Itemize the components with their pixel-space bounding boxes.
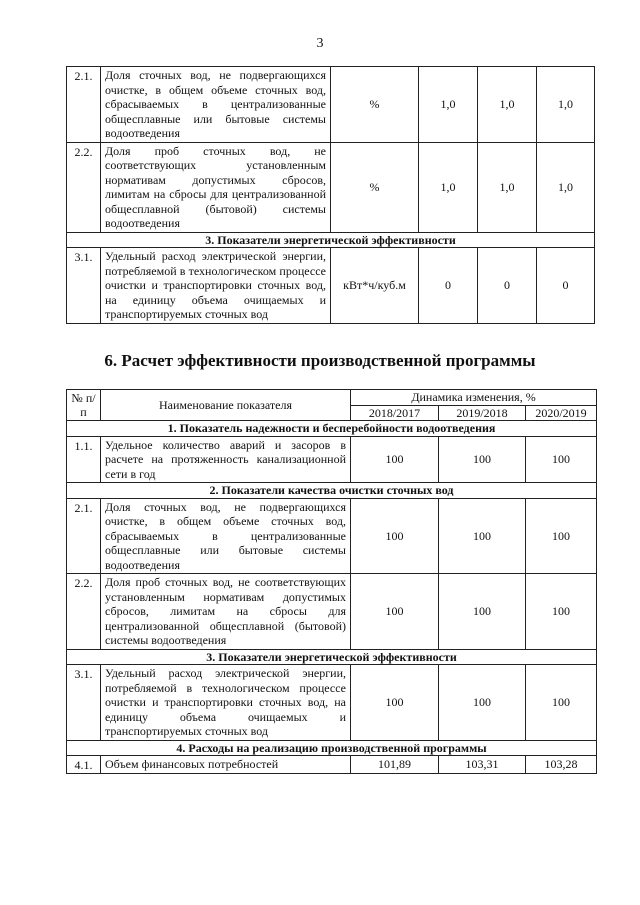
- indicator-name: Объем финансовых потребностей: [101, 756, 351, 774]
- value-cell: 1,0: [478, 142, 537, 232]
- continued-indicators-table: [66, 66, 595, 324]
- table-row: [67, 248, 595, 324]
- section-heading: 2. Показатели качества очистки сточных вод: [67, 483, 597, 499]
- header-year: 2020/2019: [526, 405, 597, 421]
- row-number: 3.1.: [67, 248, 101, 324]
- indicator-name: Доля проб сточных вод, не соответствующих установленным нормативам допустимых сбросов, лимитам на сбросы для централизованной общесплавной (бытовой) системы водоотведения: [101, 142, 331, 232]
- section-row: [67, 483, 597, 499]
- row-number: 2.1.: [67, 67, 101, 143]
- value-cell: 1,0: [537, 142, 595, 232]
- header-group: Динамика изменения, %: [351, 390, 597, 406]
- value-cell: 1,0: [537, 67, 595, 143]
- table-row: [67, 436, 597, 483]
- value-cell: 100: [351, 436, 439, 483]
- value-cell: 0: [419, 248, 478, 324]
- indicator-name: Доля проб сточных вод, не соответствующих установленным нормативам допустимых сбросов, лимитам на сбросы для централизованной общесплавной (бытовой) системы водоотведения: [101, 574, 351, 650]
- section-row: [67, 421, 597, 437]
- value-cell: 0: [537, 248, 595, 324]
- table-row: [67, 142, 595, 232]
- row-number: 2.1.: [67, 498, 101, 574]
- indicator-name: Доля сточных вод, не подвергающихся очистке, в общем объеме сточных вод, сбрасываемых в централизованные общесплавные или бытовые системы водоотведения: [101, 498, 351, 574]
- row-number: 2.2.: [67, 574, 101, 650]
- value-cell: 100: [439, 665, 526, 741]
- section-heading: 3. Показатели энергетической эффективности: [67, 649, 597, 665]
- section-heading: 3. Показатели энергетической эффективности: [67, 232, 595, 248]
- efficiency-table-body: [67, 421, 597, 774]
- value-cell: 100: [526, 574, 597, 650]
- section-heading: 1. Показатель надежности и бесперебойности водоотведения: [67, 421, 597, 437]
- header-row: [67, 390, 597, 406]
- section-title: 6. Расчет эффективности производственной программы: [104, 351, 536, 370]
- table-row: [67, 756, 597, 774]
- value-cell: 100: [439, 436, 526, 483]
- value-cell: 100: [351, 665, 439, 741]
- row-number: 3.1.: [67, 665, 101, 741]
- efficiency-table: [66, 389, 597, 774]
- value-cell: 100: [351, 498, 439, 574]
- table-row: [67, 574, 597, 650]
- row-number: 2.2.: [67, 142, 101, 232]
- table-row: [67, 498, 597, 574]
- value-cell: 100: [526, 498, 597, 574]
- unit-cell: %: [331, 142, 419, 232]
- header-year: 2018/2017: [351, 405, 439, 421]
- value-cell: 1,0: [478, 67, 537, 143]
- header-year: 2019/2018: [439, 405, 526, 421]
- table-row: [67, 67, 595, 143]
- section-row: [67, 232, 595, 248]
- table-row: [67, 665, 597, 741]
- value-cell: 103,31: [439, 756, 526, 774]
- row-number: 4.1.: [67, 756, 101, 774]
- value-cell: 100: [526, 436, 597, 483]
- section-row: [67, 649, 597, 665]
- indicator-name: Удельное количество аварий и засоров в расчете на протяженность канализационной сети в год: [101, 436, 351, 483]
- header-name: Наименование показателя: [101, 390, 351, 421]
- header-num: № п/п: [67, 390, 101, 421]
- section-heading: 4. Расходы на реализацию производственной программы: [67, 740, 597, 756]
- indicator-name: Удельный расход электрической энергии, потребляемой в технологическом процессе очистки и транспортировки сточных вод, на единицу объема очищаемых и транспортируемых сточных вод: [101, 665, 351, 741]
- value-cell: 101,89: [351, 756, 439, 774]
- section-row: [67, 740, 597, 756]
- indicator-name: Удельный расход электрической энергии, потребляемой в технологическом процессе очистки и транспортировки сточных вод, на единицу объема очищаемых и транспортируемых сточных вод: [101, 248, 331, 324]
- value-cell: 0: [478, 248, 537, 324]
- value-cell: 100: [439, 498, 526, 574]
- value-cell: 103,28: [526, 756, 597, 774]
- value-cell: 100: [526, 665, 597, 741]
- value-cell: 1,0: [419, 142, 478, 232]
- page-number: 3: [316, 36, 324, 51]
- row-number: 1.1.: [67, 436, 101, 483]
- value-cell: 100: [439, 574, 526, 650]
- value-cell: 100: [351, 574, 439, 650]
- unit-cell: кВт*ч/куб.м: [331, 248, 419, 324]
- indicator-name: Доля сточных вод, не подвергающихся очистке, в общем объеме сточных вод, сбрасываемых в централизованные общесплавные или бытовые системы водоотведения: [101, 67, 331, 143]
- continued-table-body: [67, 67, 595, 324]
- value-cell: 1,0: [419, 67, 478, 143]
- unit-cell: %: [331, 67, 419, 143]
